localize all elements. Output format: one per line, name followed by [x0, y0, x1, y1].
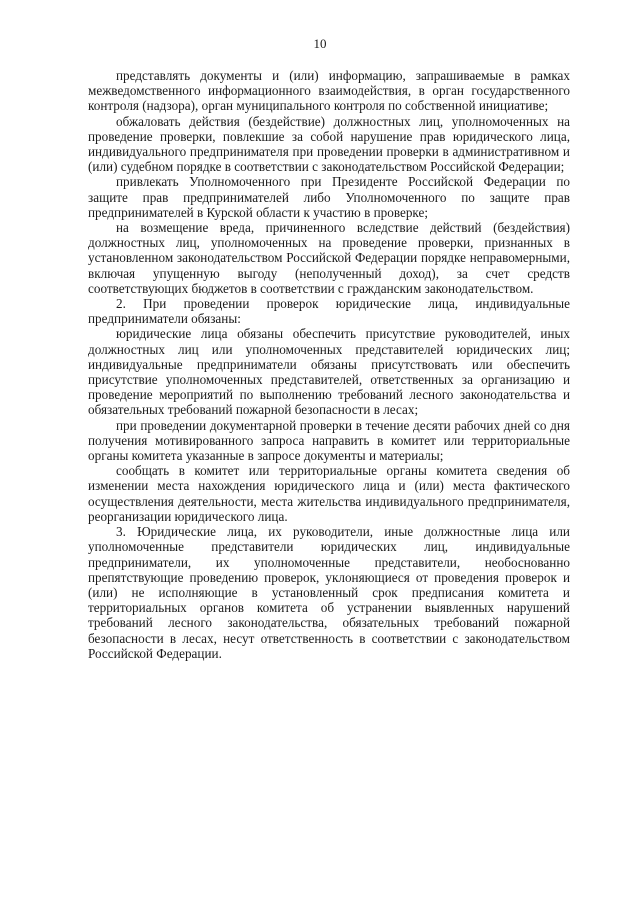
- document-body: [88, 68, 570, 661]
- paragraph: при проведении документарной проверки в течение десяти рабочих дней со дня получения мотивированного запроса направить в комитет или территориальные органы комитета указанные в запросе документы и материалы;: [88, 417, 570, 464]
- paragraph: на возмещение вреда, причиненного вследствие действий (бездействия) должностных лиц, уполномоченных на проведение проверки, признанных в установленном законодательством Российской Федерации порядке неправомерными, включая упущенную выгоду (неполученный доход), за счет средств соответствующих бюджетов в соответствии с гражданским законодательством.: [88, 220, 570, 296]
- paragraph: представлять документы и (или) информацию, запрашиваемые в рамках межведомственного информационного взаимодействия, в орган государственного контроля (надзора), орган муниципального контроля по собственной инициативе;: [88, 68, 570, 114]
- page-number: 10: [313, 36, 327, 51]
- paragraph: обжаловать действия (бездействие) должностных лиц, уполномоченных на проведение проверки, повлекшие за собой нарушение прав юридического лица, индивидуального предпринимателя при проведении проверки в административном и (или) судебном порядке в соответствии с законодательством Российской Федерации;: [88, 113, 570, 175]
- paragraph: юридические лица обязаны обеспечить присутствие руководителей, иных должностных лиц или уполномоченных представителей юридических лиц; индивидуальные предприниматели обязаны присутствовать или обеспечить присутствие уполномоченных представителей, ответственных за организацию и проведение мероприятий по выполнению требований лесного законодательства и обязательных требований пожарной безопасности в лесах;: [88, 326, 570, 418]
- paragraph: привлекать Уполномоченного при Президенте Российской Федерации по защите прав предпринимателей либо Уполномоченного по защите прав предпринимателей в Курской области к участию в проверке;: [88, 174, 570, 220]
- paragraph: 3. Юридические лица, их руководители, иные должностные лица или уполномоченные представители юридических лиц, индивидуальные предприниматели, их уполномоченные представители, необоснованно препятствующие проведению проверок, уклоняющиеся от проведения проверок и (или) не исполняющие в установленный срок предписания комитета и территориальных органов комитета об устранении выявленных нарушений требований лесного законодательства, обязательных требований пожарной безопасности в лесах, несут ответственность в соответствии с законодательством Российской Федерации.: [88, 524, 570, 661]
- paragraph: 2. При проведении проверок юридические лица, индивидуальные предприниматели обязаны:: [88, 296, 570, 327]
- paragraph: сообщать в комитет или территориальные органы комитета сведения об изменении места нахождения юридического лица и (или) места фактического осуществления деятельности, места жительства индивидуального предпринимателя, реорганизации юридического лица.: [88, 463, 570, 524]
